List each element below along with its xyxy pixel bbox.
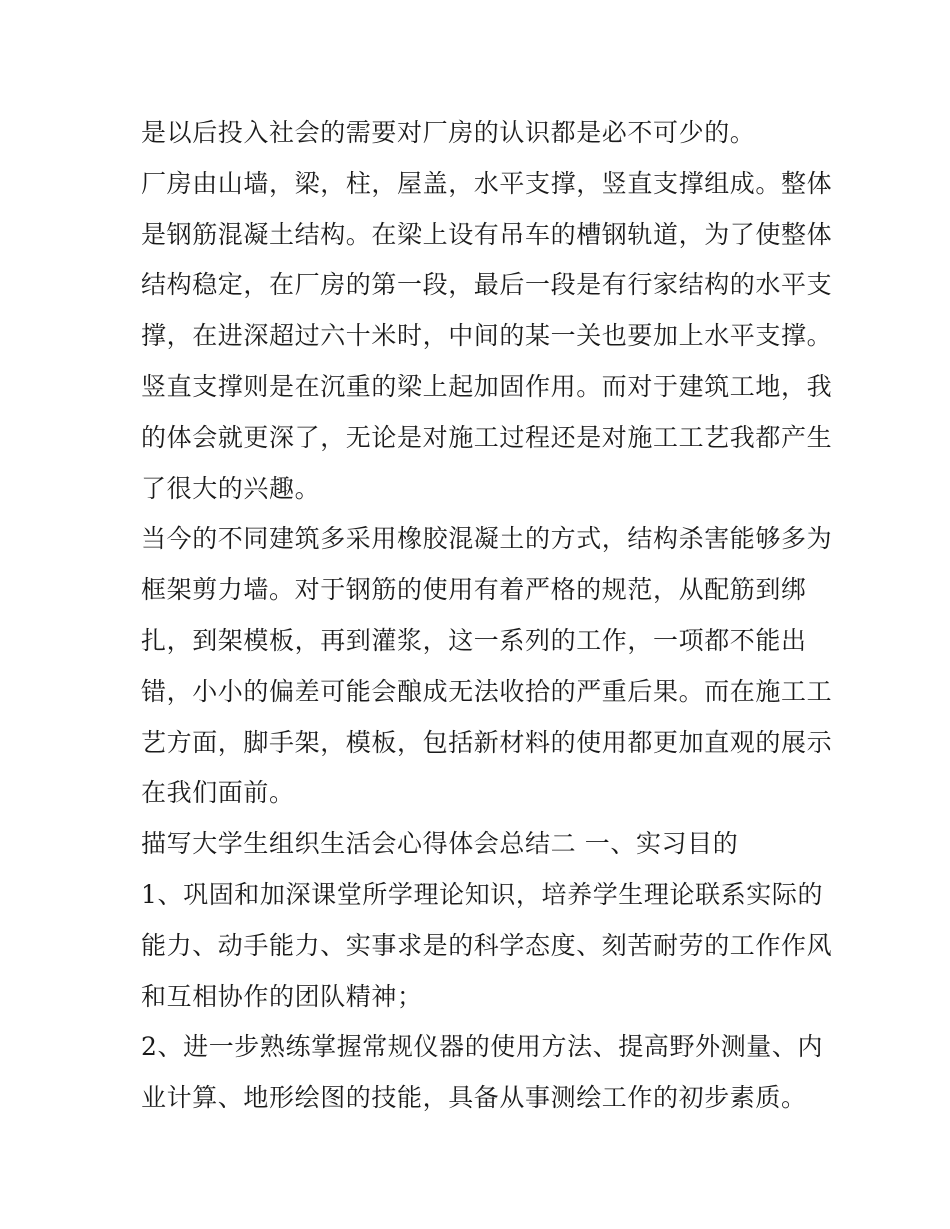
text-line-19: 2、进一步熟练掌握常规仪器的使用方法、提高野外测量、内 — [141, 1032, 824, 1062]
text-line-2: 厂房由山墙，梁，柱，屋盖，水平支撑，竖直支撑组成。整体 — [141, 168, 833, 198]
text-line-1: 是以后投入社会的需要对厂房的认识都是必不可少的。 — [141, 118, 756, 147]
text-line-9: 当今的不同建筑多采用橡胶混凝土的方式，结构杀害能够多为 — [141, 524, 833, 554]
text-line-5: 撑，在进深超过六十米时，中间的某一关也要加上水平支撑。 — [141, 321, 833, 351]
text-line-4: 结构稳定，在厂房的第一段，最后一段是有行家结构的水平支 — [141, 270, 833, 300]
text-line-3: 是钢筋混凝土结构。在梁上设有吊车的槽钢轨道，为了使整体 — [141, 219, 833, 249]
text-line-11: 扎，到架模板，再到灌浆，这一系列的工作，一项都不能出 — [141, 625, 807, 655]
text-line-6: 竖直支撑则是在沉重的梁上起加固作用。而对于建筑工地，我 — [141, 371, 833, 401]
text-line-10: 框架剪力墙。对于钢筋的使用有着严格的规范，从配筋到绑 — [141, 575, 807, 605]
text-line-14: 在我们面前。 — [141, 778, 295, 808]
text-line-13: 艺方面，脚手架，模板，包括新材料的使用都更加直观的展示 — [141, 727, 833, 757]
section-heading: 描写大学生组织生活会心得体会总结二 一、实习目的 — [141, 829, 739, 859]
text-line-20: 业计算、地形绘图的技能，具备从事测绘工作的初步素质。 — [141, 1083, 807, 1113]
text-line-7: 的体会就更深了，无论是对施工过程还是对施工工艺我都产生 — [141, 422, 833, 452]
text-line-12: 错，小小的偏差可能会酿成无法收拾的严重后果。而在施工工 — [141, 676, 833, 706]
text-line-8: 了很大的兴趣。 — [141, 473, 321, 503]
text-line-17: 能力、动手能力、实事求是的科学态度、刻苦耐劳的工作作风 — [141, 930, 833, 960]
body-text — [141, 108, 833, 1124]
text-line-16: 1、巩固和加深课堂所学理论知识，培养学生理论联系实际的 — [141, 879, 824, 909]
text-line-18: 和互相协作的团队精神； — [141, 981, 423, 1011]
